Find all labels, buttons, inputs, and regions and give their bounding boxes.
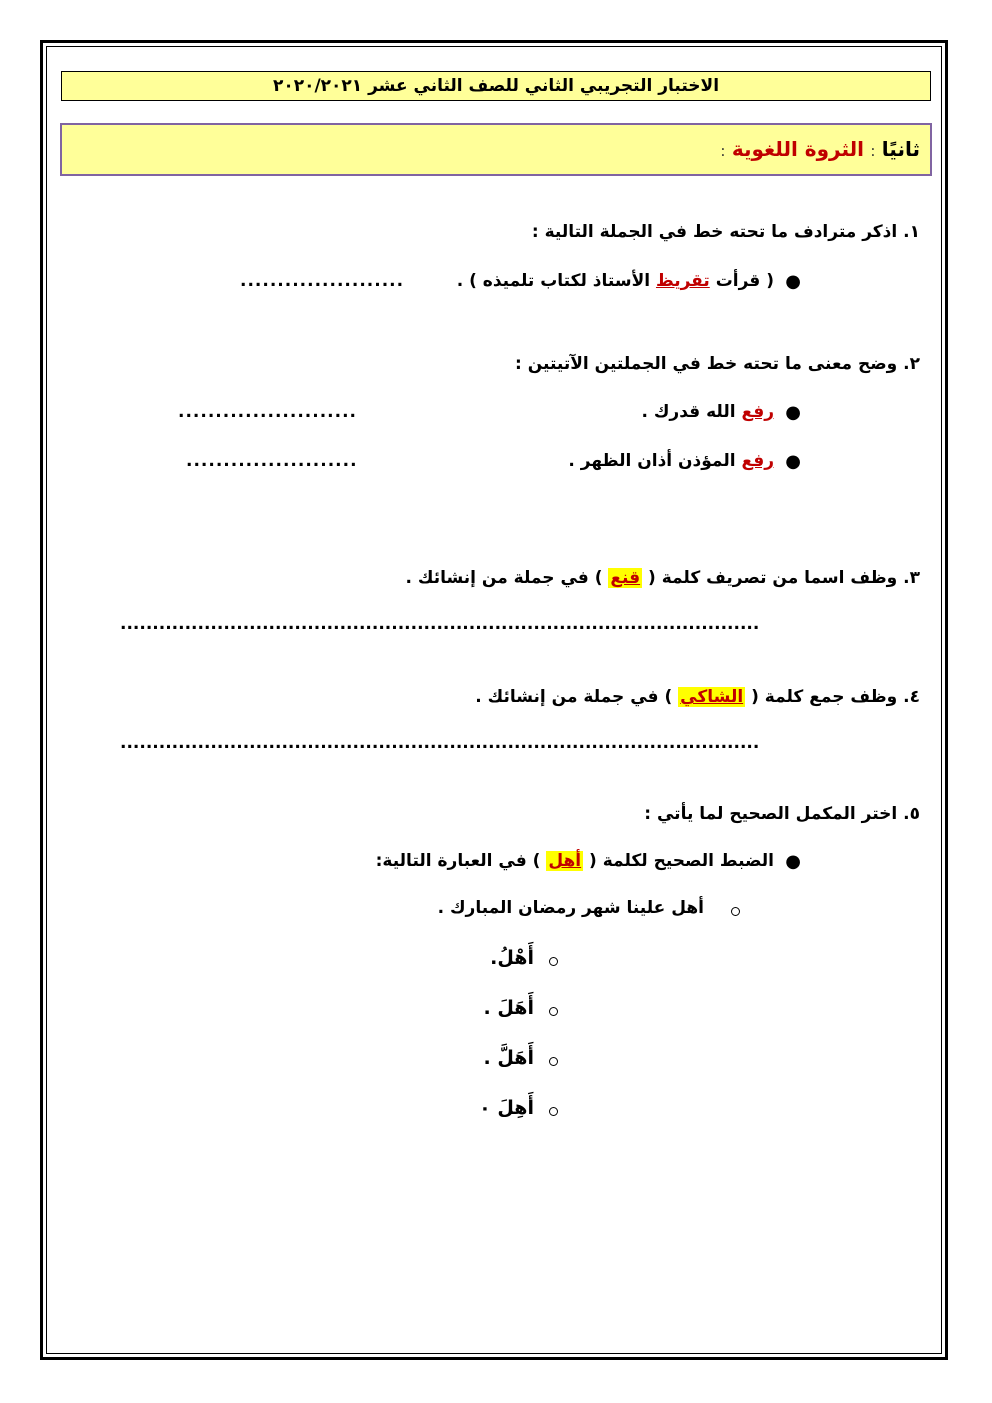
q3-highlighted-word: قنع [610, 568, 641, 588]
section-label-first: ثانيًا [881, 137, 920, 161]
option-radio-1[interactable] [549, 957, 558, 966]
bullet-icon: ● [785, 851, 801, 872]
q1-before: ( قرأت [715, 271, 774, 291]
bullet-icon: ● [785, 271, 801, 292]
q5-option-4[interactable]: أَهِلَ ٠ [479, 1097, 534, 1119]
question-5-instruction [376, 851, 774, 871]
section-separator: : [870, 142, 876, 160]
q5-option-1[interactable]: أَهْلُ. [490, 947, 534, 969]
q5-after: ) في العبارة التالية: [375, 851, 541, 871]
bullet-icon: ● [785, 402, 801, 423]
q4-after: ) في جملة من إنشائك . [475, 687, 673, 707]
q2-1-answer-blank[interactable]: ........................ [178, 402, 357, 422]
q5-before: الضبط الصحيح لكلمة ( [589, 851, 774, 871]
question-2: ٢. وضح معنى ما تحته خط في الجملتين الآتيتين : [515, 354, 920, 374]
q2-2-after: المؤذن أذان الظهر . [568, 451, 736, 471]
q2-2-answer-blank[interactable]: ....................... [186, 451, 358, 471]
question-3 [406, 568, 921, 588]
q5-sentence: أهل علينا شهر رمضان المبارك . [437, 898, 704, 918]
q3-before: ٣. وظف اسما من تصريف كلمة ( [648, 568, 920, 588]
bullet-icon: ● [785, 451, 801, 472]
section-end-colon: : [720, 142, 726, 160]
q2-1-underlined-word: رفع [741, 402, 774, 422]
q5-option-3[interactable]: أَهَلَّ . [483, 1047, 534, 1069]
question-2-sentence-1 [641, 402, 774, 422]
q5-option-2[interactable]: أَهَلَ . [483, 997, 534, 1019]
question-2-sentence-2 [568, 451, 774, 471]
q4-highlighted-word: الشاكي [680, 687, 744, 707]
section-heading [60, 123, 932, 176]
question-1-sentence [457, 271, 774, 291]
question-5: ٥. اختر المكمل الصحيح لما يأتي : [644, 804, 920, 824]
q4-answer-blank[interactable]: ................................................................................................... [120, 733, 760, 753]
q2-2-underlined-word: رفع [741, 451, 774, 471]
circle-bullet-icon [731, 907, 740, 916]
option-radio-2[interactable] [549, 1007, 558, 1016]
q1-after: الأستاذ لكتاب تلميذه ) . [456, 271, 651, 291]
exam-title: الاختبار التجريبي الثاني للصف الثاني عشر ٢٠٢٠/٢٠٢١ [61, 71, 931, 101]
q5-highlighted-word: أهل [548, 851, 582, 871]
option-radio-4[interactable] [549, 1107, 558, 1116]
q1-answer-blank[interactable]: ...................... [240, 271, 405, 291]
q3-after: ) في جملة من إنشائك . [405, 568, 603, 588]
q1-underlined-word: تقريظ [655, 271, 710, 291]
question-4 [475, 687, 920, 707]
option-radio-3[interactable] [549, 1057, 558, 1066]
section-label-second: الثروة اللغوية [731, 137, 865, 161]
q4-before: ٤. وظف جمع كلمة ( [751, 687, 920, 707]
q3-answer-blank[interactable]: ................................................................................................... [120, 614, 760, 634]
question-1: ١. اذكر مترادف ما تحته خط في الجملة التالية : [531, 222, 920, 242]
q2-1-after: الله قدرك . [641, 402, 736, 422]
